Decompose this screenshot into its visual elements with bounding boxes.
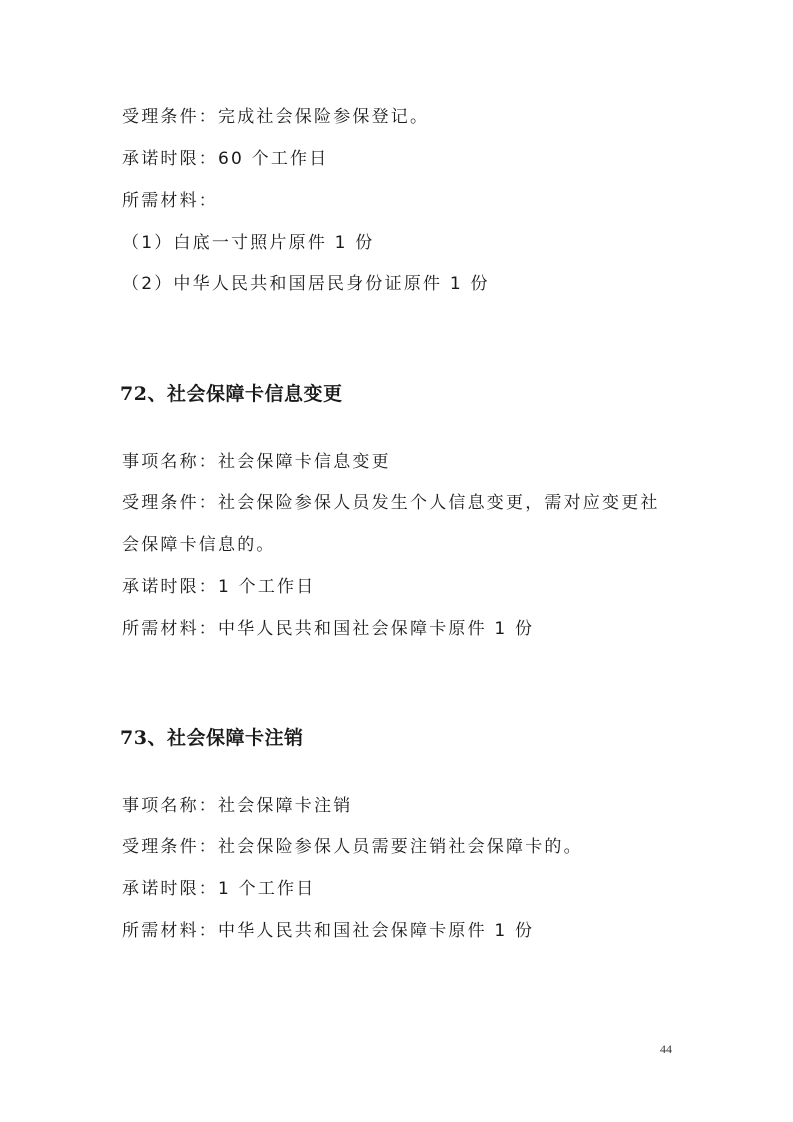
materials-label: 所需材料： xyxy=(122,191,218,211)
material-item-2: （2）中华人民共和国居民身份证原件 1 份 xyxy=(122,274,490,294)
section-72-materials: 所需材料：中华人民共和国社会保障卡原件 1 份 xyxy=(122,619,535,639)
page-number: 44 xyxy=(660,1042,672,1056)
acceptance-condition: 受理条件：完成社会保险参保登记。 xyxy=(122,107,430,127)
section-73-condition: 受理条件：社会保险参保人员需要注销社会保障卡的。 xyxy=(122,837,583,857)
section-72-time-limit: 承诺时限：1 个工作日 xyxy=(122,577,316,597)
section-73-item-name: 事项名称：社会保障卡注销 xyxy=(122,796,353,816)
time-limit: 承诺时限：60 个工作日 xyxy=(122,149,329,169)
section-73-materials: 所需材料：中华人民共和国社会保障卡原件 1 份 xyxy=(122,921,535,941)
section-72-condition-line2: 会保障卡信息的。 xyxy=(122,535,276,555)
material-item-1: （1）白底一寸照片原件 1 份 xyxy=(122,233,375,253)
section-72-title: 72、社会保障卡信息变更 xyxy=(120,383,343,405)
section-72-item-name: 事项名称：社会保障卡信息变更 xyxy=(122,452,391,472)
section-73-title: 73、社会保障卡注销 xyxy=(120,727,304,749)
section-72-condition-line1: 受理条件：社会保险参保人员发生个人信息变更，需对应变更社 xyxy=(122,493,660,513)
section-73-time-limit: 承诺时限：1 个工作日 xyxy=(122,879,316,899)
